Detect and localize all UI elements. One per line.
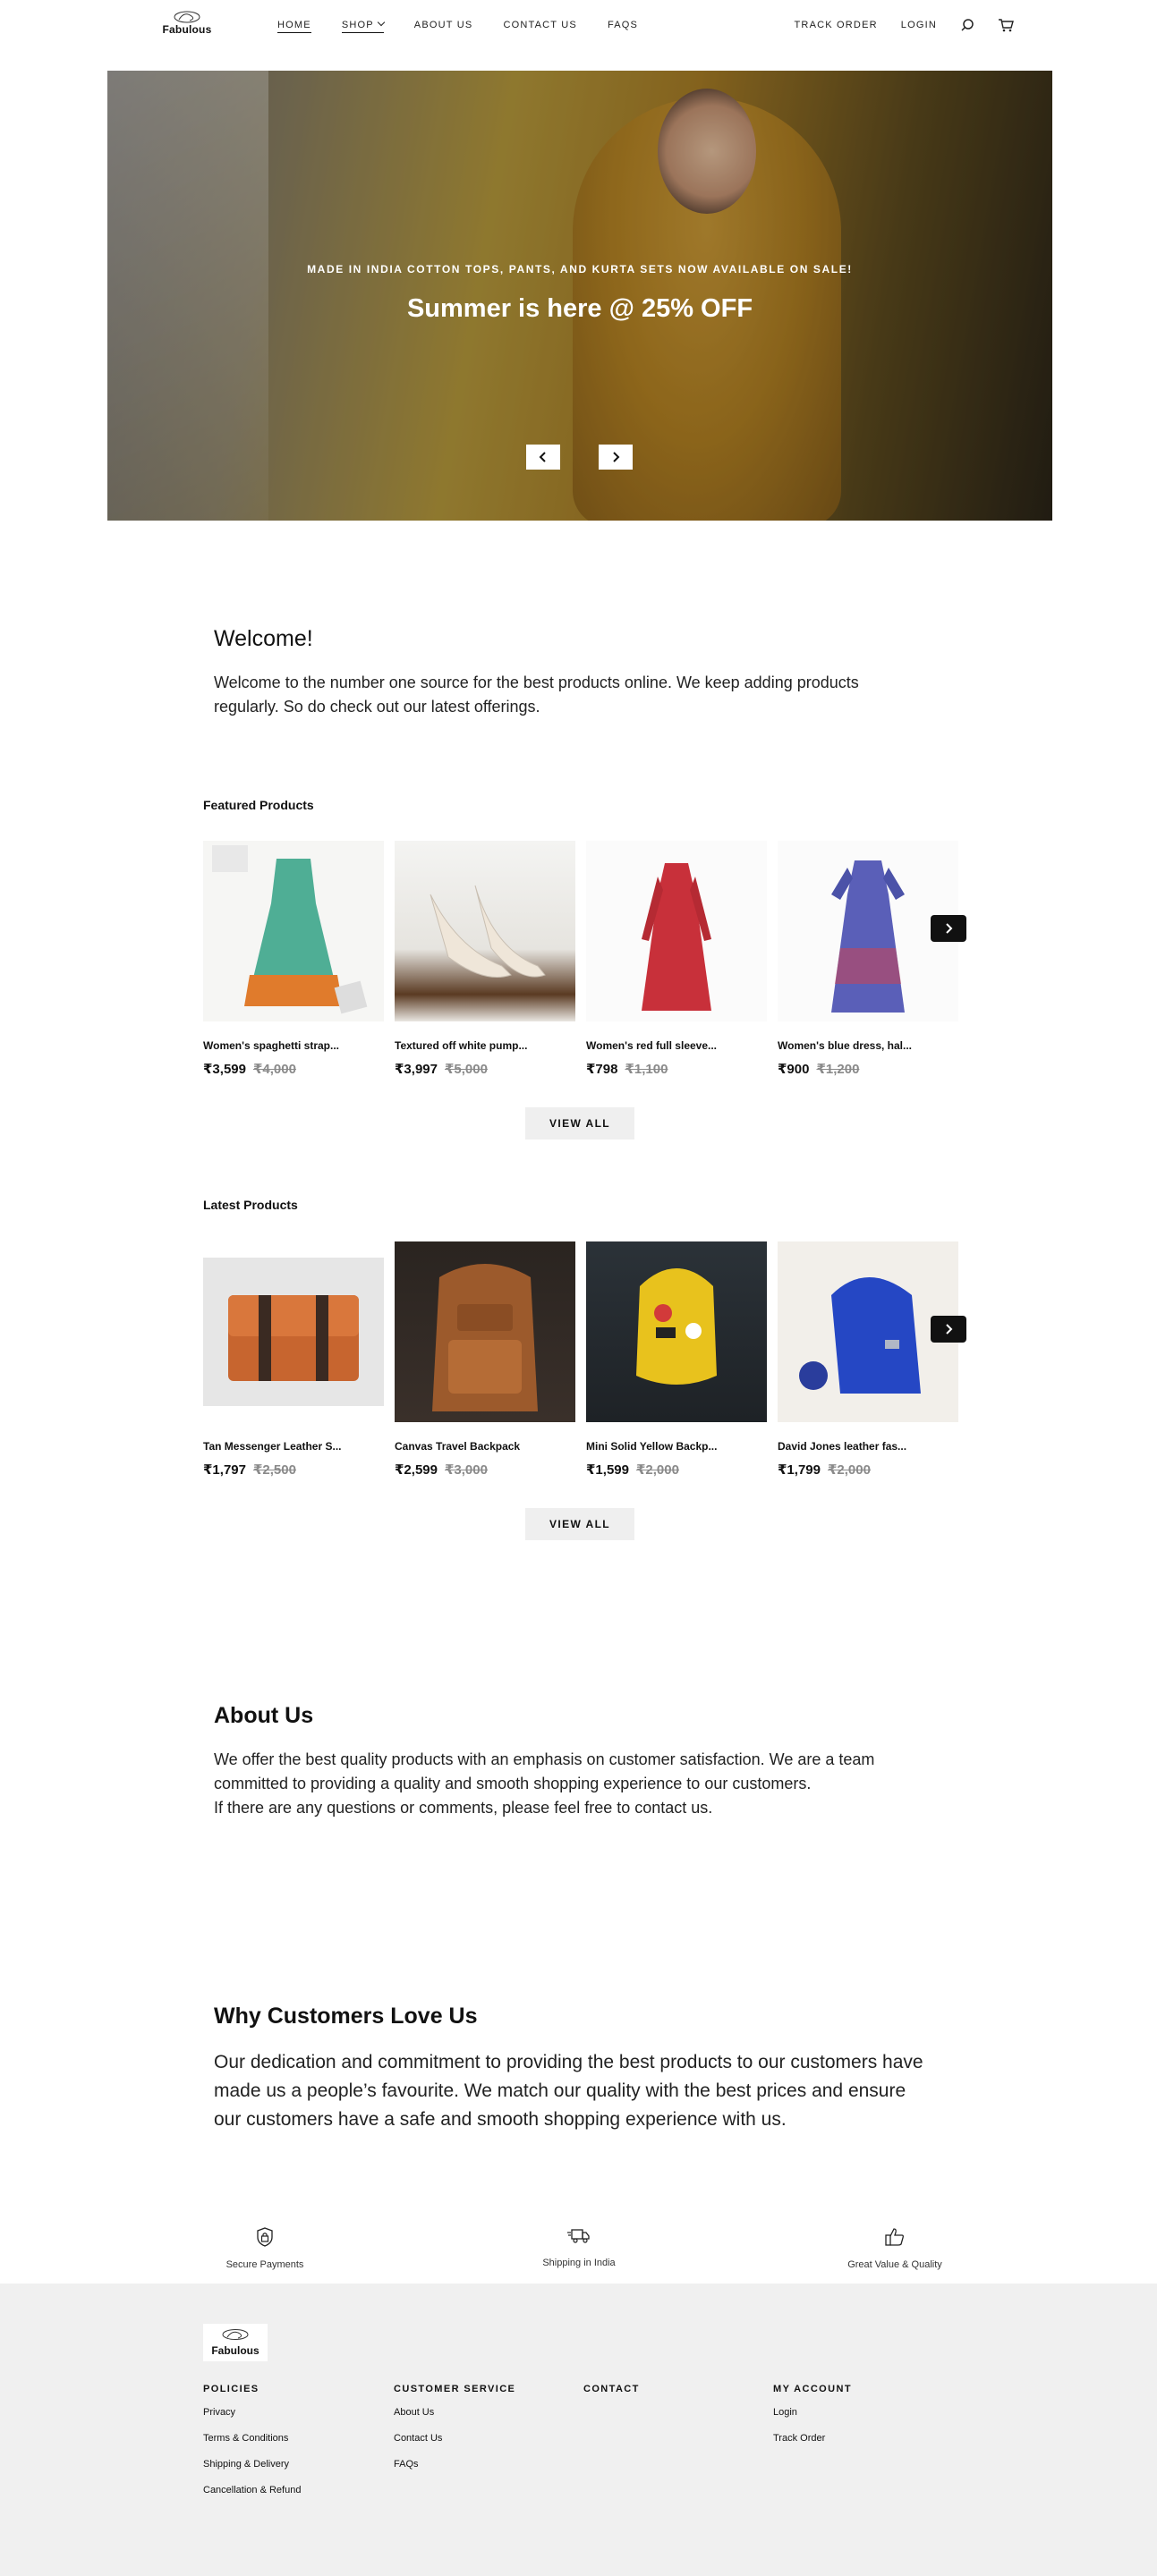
footer-link-privacy[interactable]: Privacy bbox=[203, 2407, 236, 2418]
welcome-text: Welcome to the number one source for the best products online. We keep adding products regularly. So do check out our latest offerings. bbox=[214, 674, 859, 716]
logo-mark-icon bbox=[220, 2327, 251, 2342]
product-name: Women's blue dress, hal... bbox=[778, 1039, 913, 1052]
why-title: Why Customers Love Us bbox=[214, 2004, 478, 2029]
product-prices bbox=[395, 1061, 575, 1077]
product-price: ₹3,599 bbox=[203, 1062, 246, 1077]
product-prices bbox=[586, 1061, 767, 1077]
about-line-1: We offer the best quality products with an emphasis on customer satisfaction. We are a team committed to providing a quality and smooth shopping experience to our customers. bbox=[214, 1750, 875, 1792]
chevron-right-icon bbox=[610, 451, 621, 463]
product-old-price: ₹2,000 bbox=[827, 1462, 871, 1478]
nav-faqs[interactable]: FAQS bbox=[607, 20, 639, 30]
product-name: Canvas Travel Backpack bbox=[395, 1440, 521, 1453]
product-name: Mini Solid Yellow Backp... bbox=[586, 1440, 718, 1453]
product-card[interactable] bbox=[203, 841, 384, 1077]
about-title: About Us bbox=[214, 1703, 314, 1728]
footer-link-cancellation[interactable]: Cancellation & Refund bbox=[203, 2485, 302, 2496]
thumbs-up-icon bbox=[885, 2227, 905, 2247]
product-prices bbox=[203, 1462, 384, 1478]
latest-view-all-button[interactable]: VIEW ALL bbox=[525, 1508, 634, 1540]
site-header bbox=[0, 0, 1157, 54]
product-name: David Jones leather fas... bbox=[778, 1440, 907, 1453]
product-image bbox=[395, 1241, 575, 1422]
product-old-price: ₹3,000 bbox=[444, 1462, 488, 1478]
hero-title: Summer is here @ 25% OFF bbox=[406, 294, 753, 323]
product-name: Tan Messenger Leather S... bbox=[203, 1440, 342, 1453]
feature-label: Great Value & Quality bbox=[847, 2259, 942, 2270]
product-prices bbox=[778, 1462, 958, 1478]
nav-home[interactable]: HOME bbox=[277, 20, 311, 33]
feature-secure-payments bbox=[175, 2227, 354, 2272]
nav-shop-label: SHOP bbox=[341, 20, 374, 30]
search-icon[interactable] bbox=[960, 18, 974, 32]
footer-customer-service bbox=[394, 2384, 515, 2485]
nav-about-us[interactable]: ABOUT US bbox=[413, 20, 473, 30]
featured-next-button[interactable] bbox=[931, 915, 966, 942]
product-card[interactable] bbox=[395, 841, 575, 1077]
product-card[interactable] bbox=[203, 1241, 384, 1478]
product-prices bbox=[395, 1462, 575, 1478]
product-card[interactable] bbox=[778, 1241, 958, 1478]
feature-value-quality bbox=[805, 2227, 984, 2272]
hero-banner bbox=[107, 71, 1052, 521]
site-footer bbox=[0, 2284, 1157, 2576]
product-price: ₹2,599 bbox=[395, 1462, 438, 1478]
product-image bbox=[203, 1241, 384, 1422]
login-link[interactable]: LOGIN bbox=[900, 20, 937, 30]
product-card[interactable] bbox=[586, 841, 767, 1077]
footer-my-account bbox=[773, 2384, 852, 2459]
product-card[interactable] bbox=[778, 841, 958, 1077]
footer-heading: CUSTOMER SERVICE bbox=[394, 2384, 516, 2394]
product-old-price: ₹1,200 bbox=[816, 1062, 860, 1077]
chevron-down-icon bbox=[378, 19, 385, 26]
product-card[interactable] bbox=[586, 1241, 767, 1478]
hero-eyebrow: MADE IN INDIA COTTON TOPS, PANTS, AND KURTA SETS NOW AVAILABLE ON SALE! bbox=[307, 263, 853, 275]
product-price: ₹1,797 bbox=[203, 1462, 246, 1478]
latest-products-title: Latest Products bbox=[203, 1198, 298, 1212]
product-card[interactable] bbox=[395, 1241, 575, 1478]
footer-logo[interactable] bbox=[203, 2324, 268, 2361]
footer-link-about[interactable]: About Us bbox=[394, 2407, 435, 2418]
hero-prev-button[interactable] bbox=[526, 445, 560, 470]
product-name: Textured off white pump... bbox=[395, 1039, 528, 1052]
product-old-price: ₹5,000 bbox=[444, 1062, 488, 1077]
featured-products-carousel bbox=[203, 841, 958, 1077]
footer-link-track-order[interactable]: Track Order bbox=[773, 2433, 826, 2444]
product-price: ₹1,799 bbox=[778, 1462, 821, 1478]
product-old-price: ₹2,500 bbox=[252, 1462, 296, 1478]
footer-link-shipping[interactable]: Shipping & Delivery bbox=[203, 2459, 289, 2470]
latest-next-button[interactable] bbox=[931, 1316, 966, 1343]
about-line-2: If there are any questions or comments, please feel free to contact us. bbox=[214, 1799, 713, 1817]
product-image bbox=[395, 841, 575, 1021]
product-image bbox=[203, 841, 384, 1021]
footer-heading: MY ACCOUNT bbox=[773, 2384, 852, 2394]
product-name: Women's red full sleeve... bbox=[586, 1039, 718, 1052]
product-name: Women's spaghetti strap... bbox=[203, 1039, 339, 1052]
featured-view-all-button[interactable]: VIEW ALL bbox=[525, 1107, 634, 1140]
featured-products-title: Featured Products bbox=[203, 798, 314, 812]
product-prices bbox=[203, 1061, 384, 1077]
footer-heading: POLICIES bbox=[203, 2384, 259, 2394]
nav-contact-us[interactable]: CONTACT US bbox=[503, 20, 577, 30]
footer-logo-text: Fabulous bbox=[211, 2344, 259, 2357]
product-price: ₹3,997 bbox=[395, 1062, 438, 1077]
about-text bbox=[214, 1748, 930, 1820]
nav-shop[interactable] bbox=[342, 20, 384, 33]
cart-icon[interactable] bbox=[998, 18, 1014, 32]
welcome-title: Welcome! bbox=[214, 626, 313, 651]
product-old-price: ₹2,000 bbox=[635, 1462, 679, 1478]
main-nav bbox=[277, 20, 638, 33]
footer-link-login[interactable]: Login bbox=[773, 2407, 797, 2418]
product-price: ₹798 bbox=[586, 1062, 618, 1077]
product-price: ₹900 bbox=[778, 1062, 810, 1077]
delivery-truck-icon bbox=[567, 2227, 591, 2245]
footer-contact bbox=[583, 2384, 640, 2407]
product-image bbox=[586, 1241, 767, 1422]
product-price: ₹1,599 bbox=[586, 1462, 629, 1478]
feature-label: Shipping in India bbox=[542, 2258, 616, 2268]
feature-shipping bbox=[489, 2227, 668, 2270]
footer-policies bbox=[203, 2384, 301, 2511]
footer-link-contact[interactable]: Contact Us bbox=[394, 2433, 443, 2444]
footer-link-terms[interactable]: Terms & Conditions bbox=[203, 2433, 289, 2444]
footer-link-faqs[interactable]: FAQs bbox=[394, 2459, 419, 2470]
hero-next-button[interactable] bbox=[599, 445, 633, 470]
logo-text: Fabulous bbox=[162, 23, 212, 36]
header-actions bbox=[795, 18, 1015, 32]
product-old-price: ₹4,000 bbox=[252, 1062, 296, 1077]
latest-products-carousel bbox=[203, 1241, 958, 1478]
track-order-link[interactable]: TRACK ORDER bbox=[794, 20, 878, 30]
product-old-price: ₹1,100 bbox=[625, 1062, 668, 1077]
chevron-right-icon bbox=[943, 922, 954, 935]
product-prices bbox=[586, 1462, 767, 1478]
chevron-right-icon bbox=[943, 1323, 954, 1335]
chevron-left-icon bbox=[538, 451, 549, 463]
feature-label: Secure Payments bbox=[225, 2259, 304, 2270]
why-text: Our dedication and commitment to providing the best products to our customers have made us a people’s favourite. We match our quality with the best prices and ensure our customers have a safe and smooth shopping experience with us. bbox=[214, 2052, 923, 2130]
product-image bbox=[586, 841, 767, 1021]
shield-lock-icon bbox=[257, 2227, 273, 2247]
product-prices bbox=[778, 1061, 958, 1077]
footer-heading: CONTACT bbox=[583, 2384, 640, 2394]
site-logo[interactable] bbox=[159, 9, 215, 45]
